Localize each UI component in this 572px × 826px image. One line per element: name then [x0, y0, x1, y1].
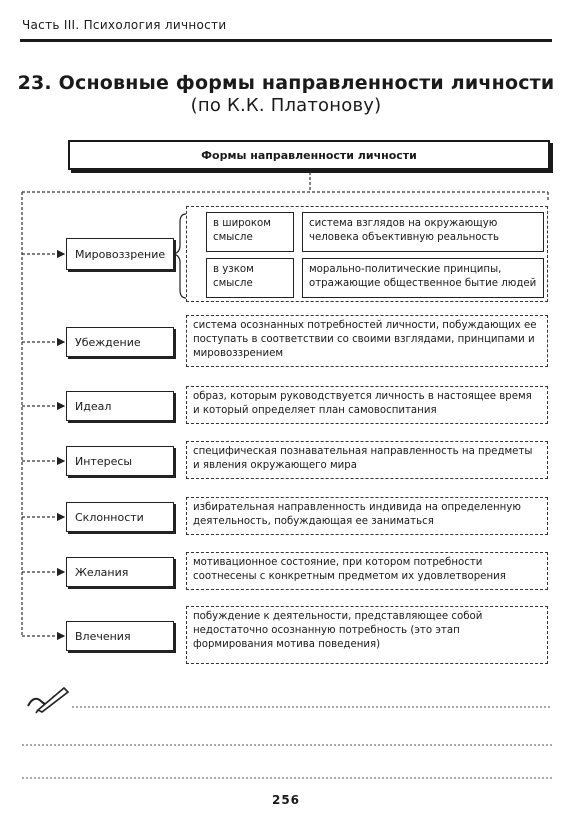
form-box-inclinations: Склонности [66, 502, 174, 532]
page-subtitle: (по К.К. Платонову) [190, 95, 382, 116]
definition-broad: система взглядов на окружающую человека объективную реальность [302, 212, 544, 252]
form-box-desires: Желания [66, 557, 174, 587]
pen-writing-icon [24, 684, 70, 714]
scope-broad: в широком смысле [206, 212, 294, 252]
form-box-conviction: Убеждение [66, 327, 174, 357]
definition-narrow: морально-политические принципы, отражающие общественное бытие людей [302, 258, 544, 298]
page-title: 23. Основные формы направленности личности [17, 72, 555, 94]
brace-icon [174, 214, 186, 298]
definition-desires: мотивационное состояние, при котором потребности соотнесены с конкретным предметом их удовлетворения [186, 552, 548, 590]
running-header: Часть III. Психология личности [22, 18, 227, 32]
page-number: 256 [271, 793, 301, 807]
definition-drives: побуждение к деятельности, представляющее собой недостаточно осознанную потребность (это этап формирования мотива поведения) [186, 606, 548, 664]
scope-narrow: в узком смысле [206, 258, 294, 298]
form-box-drives: Влечения [66, 621, 174, 651]
definition-ideal: образ, которым руководствуется личность в настоящее время и который определяет план самовоспитания [186, 386, 548, 424]
form-box-worldview: Мировоззрение [66, 238, 174, 270]
form-box-ideal: Идеал [66, 391, 174, 421]
definition-inclinations: избирательная направленность индивида на определенную деятельность, побуждающая ее заниматься [186, 497, 548, 535]
forms-root-label: Формы направленности личности [201, 148, 417, 162]
form-box-interests: Интересы [66, 446, 174, 476]
definition-conviction: система осознанных потребностей личности, побуждающих ее поступать в соответствии со своими взглядами, принципами и мировоззрением [186, 315, 548, 367]
definition-interests: специфическая познавательная направленность на предметы и явления окружающего мира [186, 441, 548, 479]
